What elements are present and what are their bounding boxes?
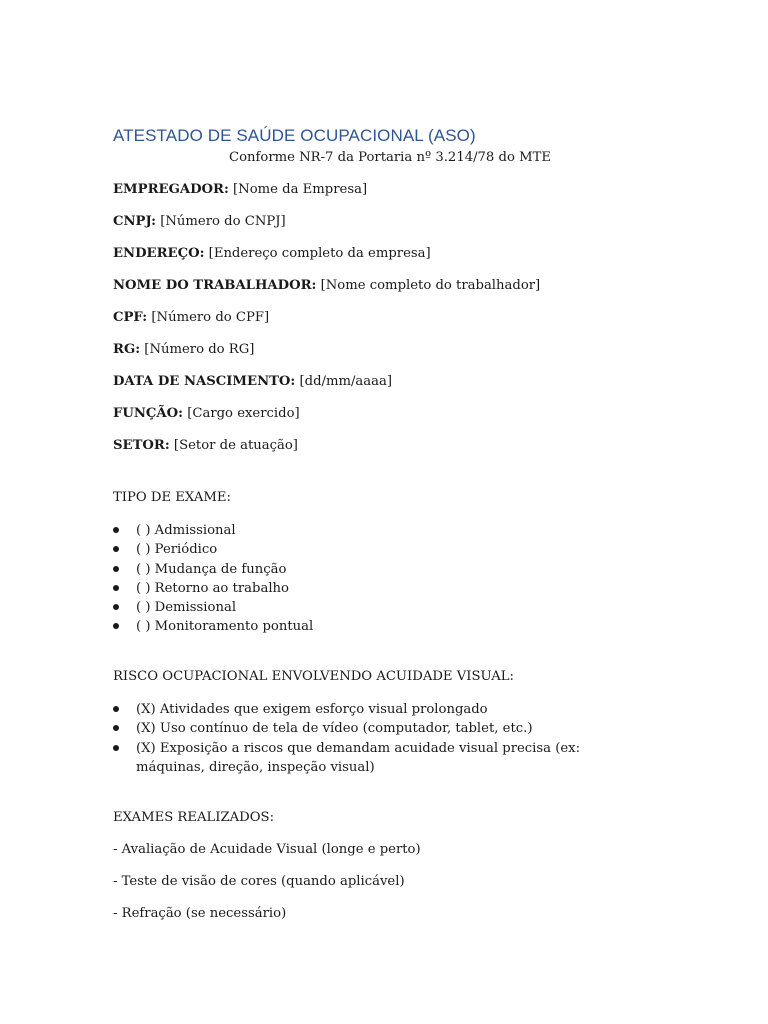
field-label: NOME DO TRABALHADOR: xyxy=(113,278,317,293)
list-item-text: ( ) Retorno ao trabalho xyxy=(136,580,289,596)
bullet-icon xyxy=(113,604,119,610)
list-item-text: ( ) Demissional xyxy=(136,600,237,616)
list-item xyxy=(113,700,653,719)
list-item xyxy=(113,521,653,540)
list-item xyxy=(113,739,653,778)
field-rg xyxy=(113,342,254,357)
list-item-text: ( ) Mudança de função xyxy=(136,561,287,577)
field-value: [dd/mm/aaaa] xyxy=(299,374,393,389)
risk-heading: RISCO OCUPACIONAL ENVOLVENDO ACUIDADE VISUAL: xyxy=(113,669,514,684)
bullet-icon xyxy=(113,585,119,591)
list-item-text: ( ) Periódico xyxy=(136,542,218,558)
field-value: [Nome da Empresa] xyxy=(233,182,368,197)
field-label: ENDEREÇO: xyxy=(113,246,205,261)
field-label: EMPREGADOR: xyxy=(113,182,229,197)
list-item-text: ( ) Monitoramento pontual xyxy=(136,619,314,635)
bullet-icon xyxy=(113,546,119,552)
bullet-icon xyxy=(113,745,119,751)
list-item-text: (X) Uso contínuo de tela de vídeo (computador, tablet, etc.) xyxy=(136,721,533,737)
field-value: [Cargo exercido] xyxy=(187,406,300,421)
field-label: RG: xyxy=(113,342,141,357)
field-setor xyxy=(113,438,298,453)
bullet-icon xyxy=(113,527,119,533)
document-subtitle: Conforme NR-7 da Portaria nº 3.214/78 do MTE xyxy=(228,150,552,165)
field-label: SETOR: xyxy=(113,438,170,453)
risk-list xyxy=(113,700,653,777)
field-value: [Número do CNPJ] xyxy=(160,214,286,229)
list-item xyxy=(113,598,653,617)
field-endereco xyxy=(113,246,431,261)
list-item xyxy=(113,579,653,598)
field-funcao xyxy=(113,406,300,421)
exam-item-acuidade: - Avaliação de Acuidade Visual (longe e perto) xyxy=(113,842,421,857)
field-value: [Endereço completo da empresa] xyxy=(208,246,431,261)
field-value: [Nome completo do trabalhador] xyxy=(320,278,541,293)
list-item-text: (X) Exposição a riscos que demandam acuidade visual precisa (ex: máquinas, direção, inspeção visual) xyxy=(136,740,581,775)
field-value: [Número do CPF] xyxy=(151,310,270,325)
field-empregador xyxy=(113,182,367,197)
bullet-icon xyxy=(113,706,119,712)
list-item xyxy=(113,560,653,579)
exams-heading: EXAMES REALIZADOS: xyxy=(113,810,275,825)
list-item-text: (X) Atividades que exigem esforço visual prolongado xyxy=(136,702,488,717)
exam-item-refracao: - Refração (se necessário) xyxy=(113,906,287,921)
field-cnpj xyxy=(113,214,286,229)
bullet-icon xyxy=(113,725,119,731)
document-title: ATESTADO DE SAÚDE OCUPACIONAL (ASO) xyxy=(113,126,476,145)
field-label: CPF: xyxy=(113,310,148,325)
field-value: [Setor de atuação] xyxy=(173,438,298,453)
field-cpf xyxy=(113,310,269,325)
field-label: DATA DE NASCIMENTO: xyxy=(113,374,296,389)
exam-type-heading: TIPO DE EXAME: xyxy=(113,490,231,505)
bullet-icon xyxy=(113,623,119,629)
exam-type-list xyxy=(113,521,653,637)
exam-item-cores: - Teste de visão de cores (quando aplicável) xyxy=(113,874,405,889)
field-data-nascimento xyxy=(113,374,392,389)
list-item xyxy=(113,540,653,559)
list-item xyxy=(113,617,653,636)
list-item xyxy=(113,719,653,738)
list-item-text: ( ) Admissional xyxy=(136,523,236,538)
field-value: [Número do RG] xyxy=(144,342,255,357)
field-nome-trabalhador xyxy=(113,278,540,293)
field-label: FUNÇÃO: xyxy=(113,406,184,421)
bullet-icon xyxy=(113,566,119,572)
field-label: CNPJ: xyxy=(113,214,157,229)
